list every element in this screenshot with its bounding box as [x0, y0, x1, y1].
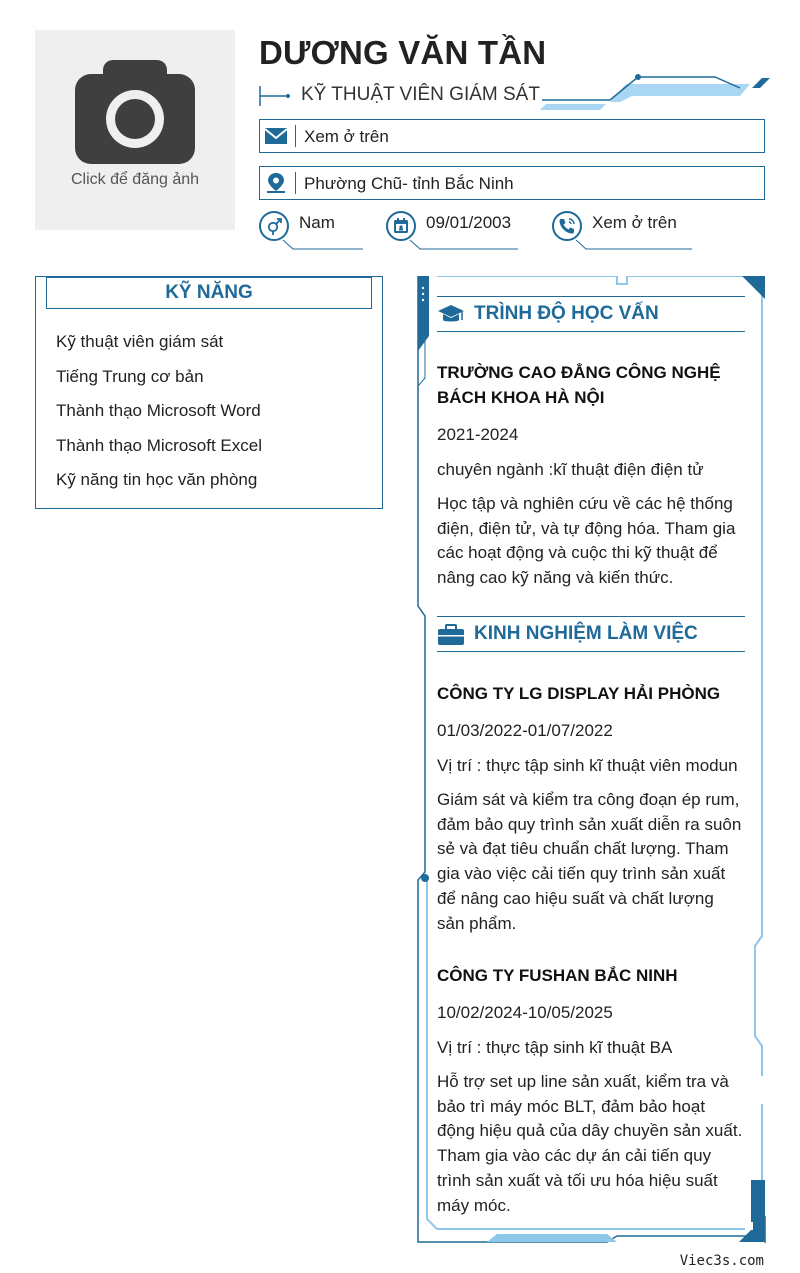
- skill-item: Thành thạo Microsoft Word: [56, 401, 261, 420]
- email-icon: [264, 125, 288, 147]
- phone-underline: [574, 239, 692, 251]
- graduation-cap-icon: [437, 304, 465, 326]
- education-title: TRÌNH ĐỘ HỌC VẤN: [474, 303, 659, 324]
- calendar-icon: [392, 217, 410, 235]
- camera-icon: [75, 60, 195, 164]
- address-value: Phường Chũ- tỉnh Bắc Ninh: [304, 174, 514, 193]
- job-period: 10/02/2024-10/05/2025: [437, 1003, 613, 1022]
- briefcase-icon: [437, 624, 465, 646]
- avatar-upload[interactable]: [35, 30, 235, 230]
- job-period: 01/03/2022-01/07/2022: [437, 721, 613, 740]
- company-name: CÔNG TY FUSHAN BẮC NINH: [437, 966, 678, 985]
- birthday-underline: [408, 239, 518, 251]
- title-connector-icon: [259, 85, 293, 107]
- avatar-upload-label: Click để đăng ảnh: [70, 171, 200, 188]
- job-entry: [437, 681, 745, 936]
- gender-icon: [265, 217, 283, 235]
- job-title: KỸ THUẬT VIÊN GIÁM SÁT: [301, 84, 540, 105]
- company-name: CÔNG TY LG DISPLAY HẢI PHÒNG: [437, 684, 721, 703]
- school-name: TRƯỜNG CAO ĐẲNG CÔNG NGHỆ BÁCH KHOA HÀ NỘI: [437, 363, 721, 407]
- job-position: Vị trí : thực tập sinh kĩ thuật viên modun: [437, 756, 738, 775]
- phone-value: Xem ở trên: [592, 213, 677, 232]
- header-decoration: [540, 74, 770, 112]
- site-watermark: Viec3s.com: [679, 1253, 764, 1269]
- skill-item: Kỹ thuật viên giám sát: [56, 332, 224, 351]
- address-row: [259, 166, 765, 200]
- email-row: [259, 119, 765, 153]
- skill-item: Tiếng Trung cơ bản: [56, 366, 204, 386]
- skills-title: KỸ NĂNG: [46, 277, 372, 309]
- education-section-title: [437, 296, 745, 332]
- skill-item: Kỹ năng tin học văn phòng: [56, 470, 258, 489]
- education-description: Học tập và nghiên cứu về các hệ thống điện, điện tử, và tự động hóa. Tham gia các hoạt động và cuộc thi kỹ thuật để nâng cao kỹ năng và kiến thức.: [437, 494, 736, 588]
- skills-section: [35, 276, 383, 509]
- skill-item: Thành thạo Microsoft Excel: [56, 435, 262, 455]
- skills-list: [56, 332, 262, 505]
- gender-underline: [281, 239, 363, 251]
- birthday-value: 09/01/2003: [426, 213, 512, 232]
- experience-section-title: [437, 616, 745, 652]
- job-description: Hỗ trợ set up line sản xuất, kiểm tra và bảo trì máy móc BLT, đảm bảo hoạt động hiệu quả của dây chuyền sản xuất. Tham gia vào các dự án cải tiến quy trình sản xuất và tối ưu hóa hiệu suất máy móc.: [437, 1072, 743, 1215]
- job-description: Giám sát và kiểm tra công đoạn ép rum, đảm bảo quy trình sản xuất diễn ra suôn sẻ và đạt tiêu chuẩn chất lượng. Tham gia vào việc cải tiến quy trình sản xuất để nâng cao hiệu suất và chất lượng sản phẩm.: [437, 790, 742, 933]
- job-position: Vị trí : thực tập sinh kĩ thuật BA: [437, 1038, 673, 1057]
- email-value: Xem ở trên: [304, 127, 389, 146]
- education-entry: [437, 360, 745, 591]
- location-pin-icon: [264, 172, 288, 194]
- phone-icon: [558, 217, 576, 235]
- gender-value: Nam: [299, 213, 335, 232]
- candidate-name: DƯƠNG VĂN TẦN: [259, 34, 547, 71]
- job-entry: [437, 963, 745, 1218]
- experience-title: KINH NGHIỆM LÀM VIỆC: [474, 623, 698, 644]
- education-period: 2021-2024: [437, 425, 519, 444]
- education-major: chuyên ngành :kĩ thuật điện điện tử: [437, 460, 704, 479]
